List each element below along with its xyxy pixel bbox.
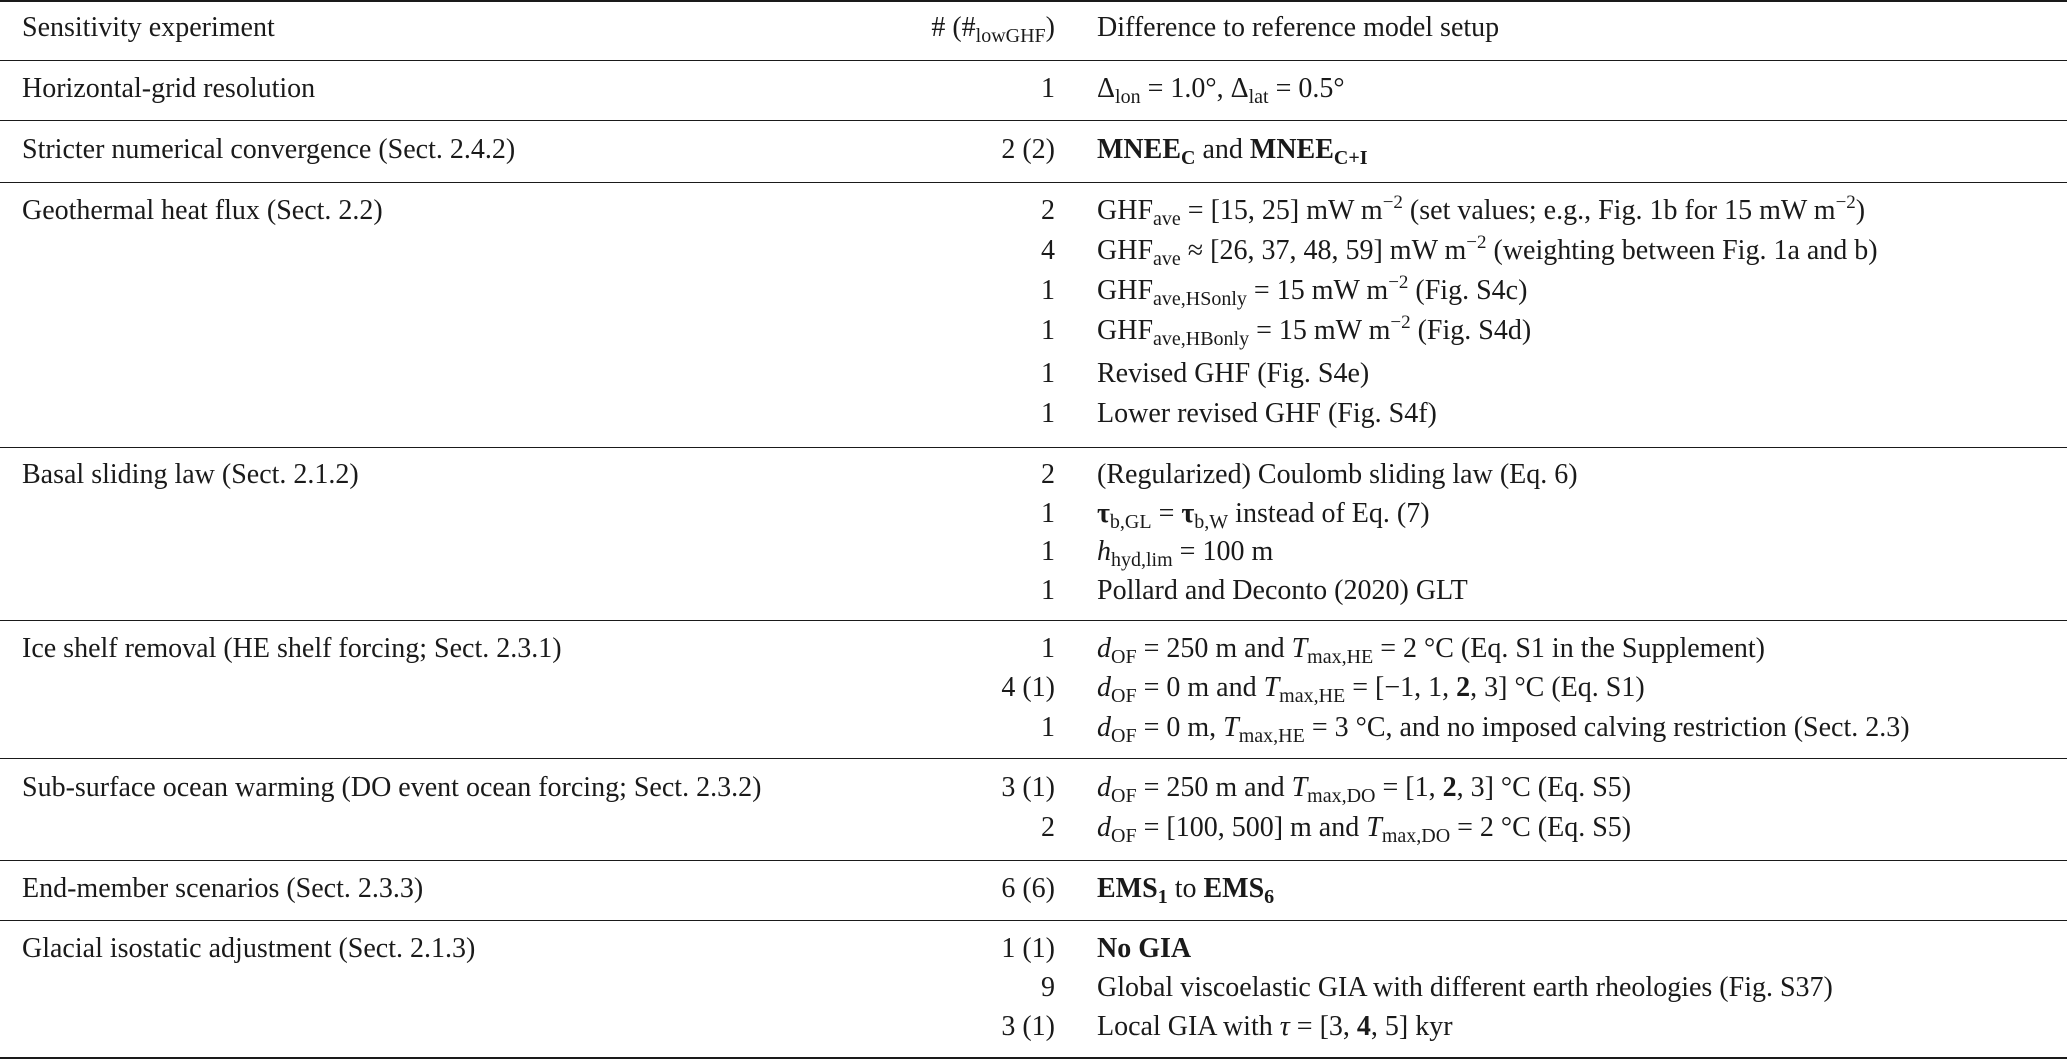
difference-text: $d_{OF} = 250$ m and $T_{max,DO} = [1$, 2, 3] °C (Eq. S5) (1097, 772, 1632, 807)
experiment-count: 1 (1041, 633, 1055, 664)
row-divider (0, 447, 2067, 448)
experiment-label: Stricter numerical convergence (Sect. 2.4.2) (22, 134, 516, 165)
difference-text: $MNEE_C$ and $MNEE_{C+I}$ (1097, 134, 1368, 169)
difference-text: Lower revised GHF (Fig. S4f) (1097, 398, 1437, 429)
experiment-count: 2 (1041, 812, 1055, 843)
experiment-count: 4 (1) (1001, 672, 1055, 703)
experiment-count: 1 (1041, 498, 1055, 529)
difference-text: Revised GHF (Fig. S4e) (1097, 358, 1370, 389)
bottom-rule (0, 1057, 2067, 1059)
header-count-sub: lowGHF (975, 25, 1046, 47)
experiment-count: 1 (1041, 315, 1055, 346)
difference-text: (Regularized) Coulomb sliding law (Eq. 6) (1097, 459, 1578, 490)
experiment-count: 9 (1041, 972, 1055, 1003)
difference-text: $d_{OF} = 0$ m, $T_{max,HE} = 3$ °C, and no imposed calving restriction (Sect. 2.3) (1097, 712, 1910, 747)
row-divider (0, 758, 2067, 759)
experiment-count: 2 (1041, 459, 1055, 490)
difference-text: $d_{OF} = [100$, 500] m and $T_{max,DO} = 2$ °C (Eq. S5) (1097, 812, 1632, 847)
header-count (931, 13, 1055, 45)
header-count-suffix: ) (1045, 12, 1055, 43)
row-divider (0, 620, 2067, 621)
experiment-count: 1 (1041, 575, 1055, 606)
experiment-count: 1 (1041, 398, 1055, 429)
difference-text: No GIA (1097, 933, 1192, 964)
difference-text: $d_{OF} = 0$ m and $T_{max,HE} = [-1$, 1, 2, 3] °C (Eq. S1) (1097, 672, 1645, 707)
experiment-count: 1 (1041, 536, 1055, 567)
experiment-label: Sub-surface ocean warming (DO event ocean forcing; Sect. 2.3.2) (22, 772, 762, 803)
header-difference: Difference to reference model setup (1097, 12, 1500, 43)
top-rule (0, 0, 2067, 2)
experiment-count: 4 (1041, 235, 1055, 266)
row-divider (0, 860, 2067, 861)
experiment-count: 1 (1041, 73, 1055, 104)
experiment-count: 2 (1041, 195, 1055, 226)
difference-text: $\Delta_{lon} = 1.0^\circ$, $\Delta_{lat} = 0.5^\circ$ (1097, 73, 1345, 108)
row-divider (0, 182, 2067, 183)
difference-text: Local GIA with τ = [3, 4, 5] kyr (1097, 1011, 1453, 1042)
experiment-label: Geothermal heat flux (Sect. 2.2) (22, 195, 383, 226)
experiment-count: 3 (1) (1001, 1011, 1055, 1042)
difference-text: $GHF_{ave} = [15$, 25] mW $m^{-2}$ (set values; e.g., Fig. 1b for 15 mW $m^{-2}$) (1097, 192, 1866, 230)
row-divider (0, 120, 2067, 121)
header-count-prefix: # (# (931, 12, 976, 43)
experiment-label: Glacial isostatic adjustment (Sect. 2.1.3) (22, 933, 476, 964)
row-divider (0, 920, 2067, 921)
difference-text: $EMS_1$ to $EMS_6$ (1097, 873, 1275, 908)
difference-text: $GHF_{ave} \approx [26$, 37, 48, 59] mW $m^{-2}$ (weighting between Fig. 1a and b) (1097, 232, 1878, 270)
experiment-count: 3 (1) (1001, 772, 1055, 803)
difference-text: Global viscoelastic GIA with different earth rheologies (Fig. S37) (1097, 972, 1833, 1003)
experiment-label: End-member scenarios (Sect. 2.3.3) (22, 873, 424, 904)
experiment-count: 6 (6) (1001, 873, 1055, 904)
experiment-count: 2 (2) (1001, 134, 1055, 165)
experiment-label: Horizontal-grid resolution (22, 73, 316, 104)
difference-text: Pollard and Deconto (2020) GLT (1097, 575, 1468, 606)
experiment-label: Basal sliding law (Sect. 2.1.2) (22, 459, 359, 490)
header-experiment: Sensitivity experiment (22, 12, 275, 43)
difference-text: $d_{OF} = 250$ m and $T_{max,HE} = 2$ °C (Eq. S1 in the Supplement) (1097, 633, 1765, 668)
difference-text: $GHF_{ave,HBonly} = 15$ mW $m^{-2}$ (Fig. S4d) (1097, 312, 1532, 350)
difference-text: $\tau_{b,GL} = \tau_{b,W}$ instead of Eq. (7) (1097, 498, 1430, 533)
experiment-count: 1 (1041, 358, 1055, 389)
header-rule (0, 60, 2067, 61)
experiment-label: Ice shelf removal (HE shelf forcing; Sect. 2.3.1) (22, 633, 562, 664)
difference-text: $h_{hyd,lim} = 100$ m (1097, 536, 1274, 571)
experiment-count: 1 (1) (1001, 933, 1055, 964)
experiment-count: 1 (1041, 712, 1055, 743)
experiment-count: 1 (1041, 275, 1055, 306)
difference-text: $GHF_{ave,HSonly} = 15$ mW $m^{-2}$ (Fig. S4c) (1097, 272, 1528, 310)
